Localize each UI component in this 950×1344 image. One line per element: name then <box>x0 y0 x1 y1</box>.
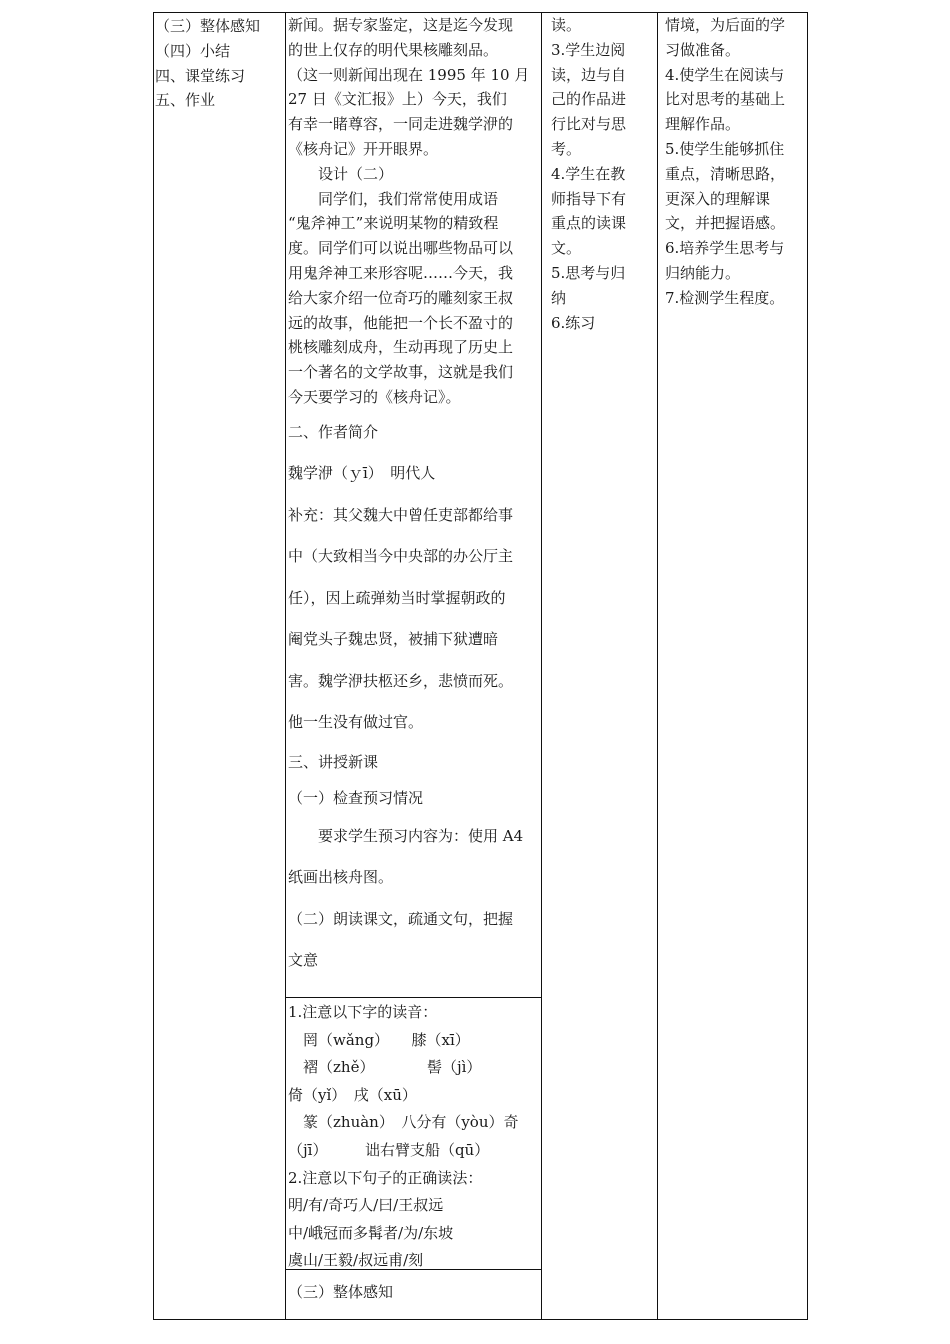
overall-perception-box <box>288 1279 540 1305</box>
content-line: （一）检查预习情况 <box>288 788 424 807</box>
activity-line: 重点的读课 <box>551 214 627 233</box>
content-line: （jī） 诎右臂支船（qū） <box>288 1140 490 1159</box>
activity-line: 考。 <box>551 139 582 158</box>
content-line: 虞山/王毅/叔远甫/刻 <box>288 1251 424 1270</box>
step-item: （四）小结 <box>155 41 231 60</box>
teaching-steps-column <box>155 14 283 113</box>
step-item: 四、课堂练习 <box>155 66 246 85</box>
intent-line: 归纳能力。 <box>665 263 741 282</box>
section-heading: 三、讲授新课 <box>288 752 379 771</box>
content-line: 有幸一睹尊容，一同走进魏学洢的 <box>288 115 514 134</box>
content-line: 桃核雕刻成舟，生动再现了历史上 <box>288 338 514 357</box>
content-line: 度。同学们可以说出哪些物品可以 <box>288 239 514 258</box>
column-divider <box>285 13 286 1319</box>
content-line: （二）朗读课文，疏通文句，把握 <box>288 909 514 928</box>
intent-line: 6.培养学生思考与 <box>665 239 785 258</box>
intent-line: 理解作品。 <box>665 115 741 134</box>
intent-line: 7.检测学生程度。 <box>665 288 785 307</box>
row-divider <box>285 997 541 998</box>
content-line: 一个著名的文学故事，这就是我们 <box>288 363 514 382</box>
content-line: 中（大致相当今中央部的办公厅主 <box>288 547 514 566</box>
step-item: （三）整体感知 <box>155 17 261 35</box>
content-line: 设计（二） <box>288 164 394 183</box>
content-line: 阉党头子魏忠贤，被捕下狱遭暗 <box>288 630 499 649</box>
lesson-plan-table <box>153 12 808 1320</box>
content-line: 倚（yǐ） 戌（xū） <box>288 1085 417 1104</box>
column-divider <box>657 13 658 1319</box>
section-heading: 二、作者简介 <box>288 422 379 441</box>
intent-line: 重点，清晰思路， <box>665 164 786 183</box>
content-line: 27 日《文汇报》上）今天，我们 <box>288 90 507 109</box>
content-line: 任），因上疏弹劾当时掌握朝政的 <box>288 588 506 607</box>
intent-line: 习做准备。 <box>665 40 741 59</box>
content-line: 的世上仅存的明代果核雕刻品。 <box>288 40 499 59</box>
intent-line: 更深入的理解课 <box>665 189 771 208</box>
content-line: （这一则新闻出现在 1995 年 10 月 <box>288 65 530 84</box>
content-line: 篆（zhuàn） 八分有（yòu）奇 <box>288 1113 519 1132</box>
design-intent-column <box>665 13 805 311</box>
content-line: 新闻。据专家鉴定，这是迄今发现 <box>288 16 514 34</box>
section-heading: （三）整体感知 <box>288 1283 394 1301</box>
activity-line: 6.练习 <box>551 313 596 332</box>
content-line: 纸画出核舟图。 <box>288 868 394 887</box>
activity-line: 己的作品进 <box>551 90 627 109</box>
activity-line: 纳 <box>551 288 567 307</box>
intent-line: 文，并把握语感。 <box>665 214 786 233</box>
content-line: 同学们，我们常常使用成语 <box>288 189 499 208</box>
content-line: 用鬼斧神工来形容呢……今天，我 <box>288 263 514 282</box>
content-line: 补充：其父魏大中曾任吏部都给事 <box>288 505 514 524</box>
content-line: 文意 <box>288 951 319 970</box>
teaching-content-column <box>288 13 540 982</box>
content-line: 罔（wǎng） 膝（xī） <box>288 1030 470 1049</box>
activity-line: 5.思考与归 <box>551 263 626 282</box>
pronunciation-box <box>288 999 540 1275</box>
step-item: 五、作业 <box>155 91 216 110</box>
activity-line: 3.学生边阅 <box>551 40 626 59</box>
content-line: 他一生没有做过官。 <box>288 713 424 732</box>
content-line: 1.注意以下字的读音： <box>288 1003 438 1021</box>
activity-line: 文。 <box>551 239 582 258</box>
intent-line: 4.使学生在阅读与 <box>665 65 785 84</box>
content-line: 今天要学习的《核舟记》。 <box>288 387 461 406</box>
content-line: 明/有/奇巧人/曰/王叔远 <box>288 1196 444 1215</box>
intent-line: 比对思考的基础上 <box>665 90 786 109</box>
content-line: 害。魏学洢扶柩还乡，悲愤而死。 <box>288 671 514 690</box>
content-line: 《核舟记》开开眼界。 <box>288 139 439 158</box>
intent-line: 情境，为后面的学 <box>665 16 786 34</box>
content-line: 褶（zhě） 髻（jì） <box>288 1058 482 1077</box>
activity-line: 4.学生在教 <box>551 164 626 183</box>
intent-line: 5.使学生能够抓住 <box>665 139 785 158</box>
content-line: 要求学生预习内容为：使用 A4 <box>288 826 524 845</box>
column-divider <box>541 13 542 1319</box>
activity-line: 师指导下有 <box>551 189 627 208</box>
student-activity-column <box>551 13 651 335</box>
content-line: 2.注意以下句子的正确读法： <box>288 1168 483 1187</box>
activity-line: 行比对与思 <box>551 115 627 134</box>
activity-line: 读，边与自 <box>551 65 627 84</box>
content-line: “鬼斧神工”来说明某物的精致程 <box>288 214 499 233</box>
content-line: 远的故事，他能把一个长不盈寸的 <box>288 313 514 332</box>
activity-line: 读。 <box>551 16 582 34</box>
content-line: 魏学洢（ｙī） 明代人 <box>288 464 436 483</box>
content-line: 给大家介绍一位奇巧的雕刻家王叔 <box>288 288 514 307</box>
content-line: 中/峨冠而多髯者/为/东坡 <box>288 1223 454 1242</box>
